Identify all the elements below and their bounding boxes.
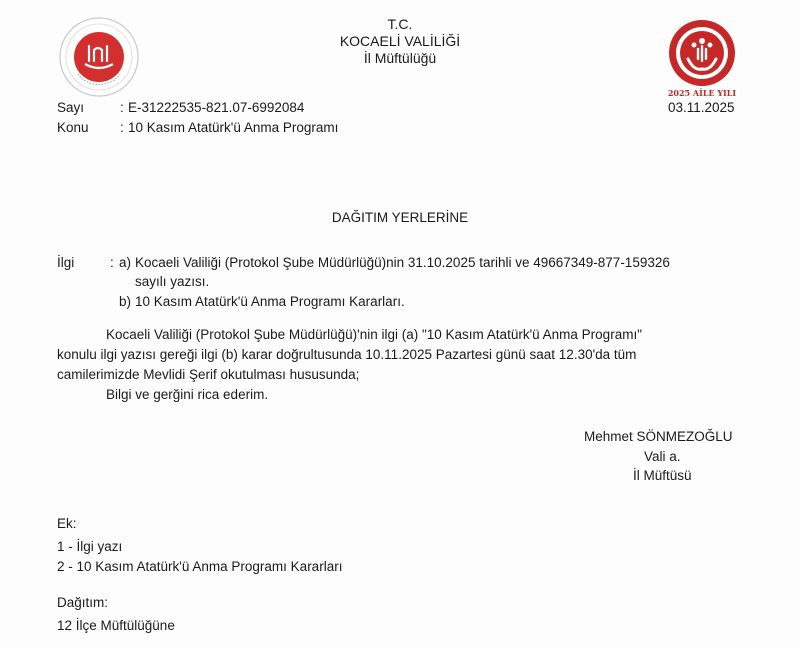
sayi-separator: : xyxy=(120,100,124,115)
diyanet-logo-icon xyxy=(58,16,140,98)
body-line-2: konulu ilgi yazısı gereği ilgi (b) karar doğrultusunda 10.11.2025 Pazartesi günü saat 12.30'da tüm xyxy=(57,347,637,362)
recipient-heading: DAĞITIM YERLERİNE xyxy=(331,210,469,225)
signer-title-2: İl Müftüsü xyxy=(633,468,692,483)
header-institution: KOCAELİ VALİLİĞİ xyxy=(339,33,461,49)
ilgi-b-marker: b) xyxy=(119,294,132,309)
body-line-3: camilerimizde Mevlidi Şerif okutulması hususunda; xyxy=(57,367,360,382)
distribution-label: Dağıtım: xyxy=(57,595,109,610)
header-department: İl Müftülüğü xyxy=(363,50,437,66)
body-line-4: Bilgi ve gerğini rica ederim. xyxy=(106,387,269,402)
ilgi-b-text: 10 Kasım Atatürk'ü Anma Programı Kararları. xyxy=(135,294,405,309)
ilgi-separator: : xyxy=(110,255,114,270)
header-tc: T.C. xyxy=(387,16,413,32)
document-date: 03.11.2025 xyxy=(668,100,735,115)
ilgi-a-marker: a) xyxy=(119,255,132,270)
ilgi-label: İlgi xyxy=(57,255,75,270)
attachment-item-2: 2 - 10 Kasım Atatürk'ü Anma Programı Kararları xyxy=(57,559,343,574)
aile-yili-logo-icon xyxy=(664,19,740,99)
distribution-item-1: 12 İlçe Müftülüğüne xyxy=(57,618,175,633)
attachments-label: Ek: xyxy=(57,516,77,531)
sayi-value: E-31222535-821.07-6992084 xyxy=(128,100,305,115)
ilgi-a-line2: sayılı yazısı. xyxy=(135,274,210,289)
body-line-1: Kocaeli Valiliği (Protokol Şube Müdürlüğü)'nin ilgi (a) "10 Kasım Atatürk'ü Anma Programı" xyxy=(106,327,642,342)
sayi-label: Sayı xyxy=(57,100,85,115)
aile-yili-text: 2025 AİLE YILI xyxy=(667,88,737,98)
konu-value: 10 Kasım Atatürk'ü Anma Programı xyxy=(128,120,339,135)
attachment-item-1: 1 - İlgi yazı xyxy=(57,539,123,554)
konu-label: Konu xyxy=(57,120,89,135)
signer-title-1: Vali a. xyxy=(644,449,681,464)
konu-separator: : xyxy=(120,120,124,135)
signer-name: Mehmet SÖNMEZOĞLU xyxy=(584,429,733,444)
ilgi-a-line1: Kocaeli Valiliği (Protokol Şube Müdürlüğü)nin 31.10.2025 tarihli ve 49667349-877-159326 xyxy=(135,255,670,270)
header-block xyxy=(300,16,500,67)
